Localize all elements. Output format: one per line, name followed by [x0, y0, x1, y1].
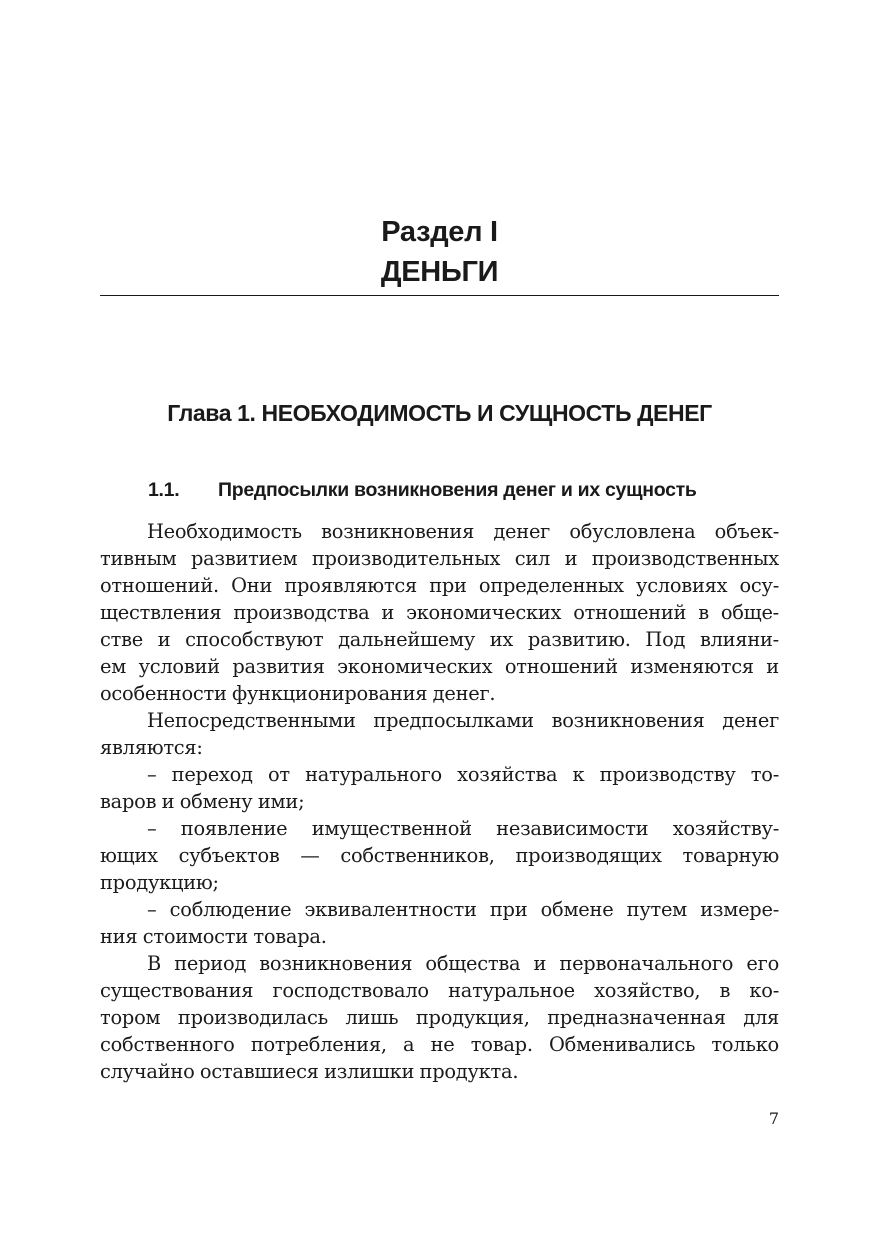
body-line: стве и способствуют дальнейшему их развитию. Под влияни- — [100, 628, 779, 651]
body-line: Необходимость возникновения денег обусловлена объек- — [147, 520, 779, 543]
body-line: В период возникновения общества и первоначального его — [147, 952, 779, 975]
body-line: существования господствовало натуральное хозяйство, в ко- — [100, 979, 779, 1002]
body-line: особенности функционирования денег. — [100, 682, 496, 705]
list-item-line: продукцию; — [100, 871, 219, 894]
body-text — [100, 518, 779, 1085]
section-title: ДЕНЬГИ — [380, 256, 499, 288]
section-divider — [100, 295, 779, 296]
list-item-line: варов и обмену ими; — [100, 790, 305, 813]
list-item-line: – переход от натурального хозяйства к производству то- — [147, 763, 779, 786]
body-line: ществления производства и экономических отношений в обще- — [100, 601, 779, 624]
body-line: Непосредственными предпосылками возникновения денег — [147, 709, 779, 732]
list-item-line: ния стоимости товара. — [100, 925, 327, 948]
subsection-title: Предпосылки возникновения денег и их сущность — [218, 479, 697, 501]
body-line: случайно оставшиеся излишки продукта. — [100, 1060, 519, 1083]
page-number: 7 — [768, 1109, 779, 1128]
body-line: тором производилась лишь продукция, предназначенная для — [100, 1006, 779, 1029]
section-label: Раздел I — [381, 216, 498, 248]
list-item-line: ющих субъектов — собственников, производящих товарную — [100, 844, 779, 867]
body-line: являются: — [100, 736, 203, 759]
body-line: ем условий развития экономических отношений изменяются и — [100, 655, 779, 678]
subsection-number: 1.1. — [148, 479, 180, 501]
body-line: собственного потребления, а не товар. Обменивались только — [100, 1033, 779, 1056]
chapter-title: Глава 1. НЕОБХОДИМОСТЬ И СУЩНОСТЬ ДЕНЕГ — [167, 400, 712, 426]
section-heading — [100, 212, 779, 292]
subsection-heading — [148, 476, 697, 504]
body-line: тивным развитием производительных сил и производственных — [100, 547, 779, 570]
body-line: отношений. Они проявляются при определенных условиях осу- — [100, 574, 779, 597]
list-item-line: – соблюдение эквивалентности при обмене путем измере- — [147, 898, 779, 921]
list-item-line: – появление имущественной независимости хозяйству- — [147, 817, 779, 840]
